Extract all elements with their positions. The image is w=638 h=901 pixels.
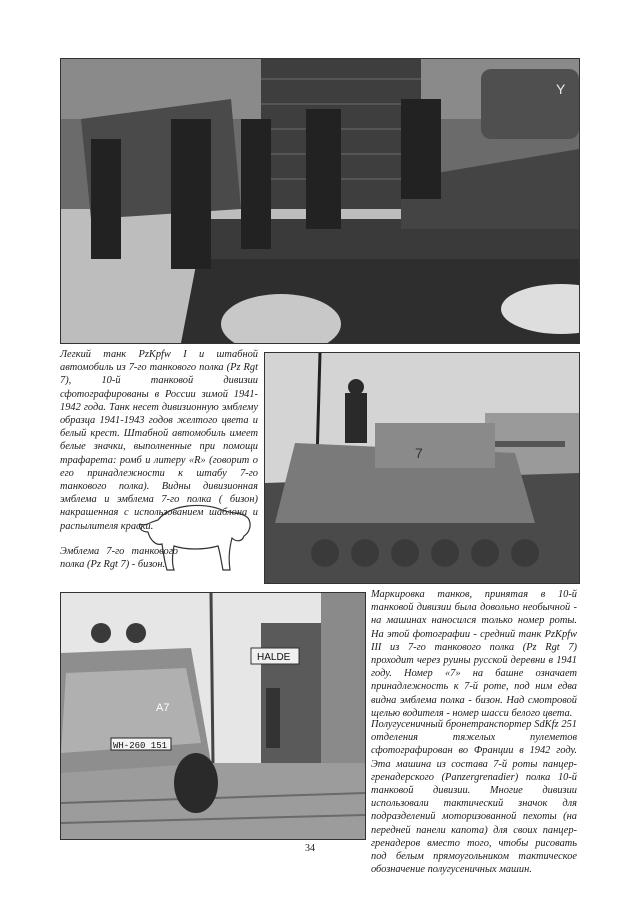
caption-photo1: Легкий танк PzKpfw I и штабной автомобиль из 7-го танкового полка (Pz Rgt 7), 10-й танковой дивизии сфотографированы в России зимой 1941-1942 года. Танк несет дивизионную эмблему образца 1941-1943 годов желтого цвета и белый крест. Штабной автомобиль имеет белые значки, выполненные при помощи трафарета: ромб и литеру «R» (говорит о его принадлежности к штабу 7-го танкового полка). Видны дивизионная эмблема и эмблема 7-го полка ( бизон) накрашенная с использованием шаблона и распылителя краски. — [60, 349, 258, 532]
turret-number: 7 — [415, 445, 423, 461]
page-number: 34 — [305, 843, 315, 854]
photo-tank-winter — [60, 58, 580, 344]
photo-tank-village — [264, 352, 580, 584]
caption-photo2: Маркировка танков, принятая в 10-й танковой дивизии была довольно необычной - на машинах наносился только номер роты. На этой фотографии - средний танк PzKpfw III из 7-го танкового полка (Pz Rgt 7) проходит через руины русской деревни в 1941 году. Номер «7» на башне означает принадлежность к 7-й роте, под ним едва видна эмблема полка - бизон. Над смотровой щелью водителя - номер шасси белого цвета. — [371, 589, 577, 719]
turret-marking: Y — [556, 81, 566, 97]
caption-photo3: Полугусеничный бронетранспортер SdKfz 251 отделения тяжелых пулеметов сфотографирован во Франции в 1942 году. Эта машина из состава 7-й роты панцер-гренадерского (Panzergrenadier) полка 10-й танковой дивизии. Многие дивизии использовали тактический значок для подразделений моторизованной пехоты (на передней панели капота) для своих панцер-гренадеров вместо того, чтобы рисовать под белым прямоугольником тактическое обозначение полугусеничных машин. — [371, 719, 577, 876]
vehicle-number: A7 — [156, 702, 170, 714]
caption-bison: Эмблема 7-го танкового полка (Pz Rgt 7) - бизон. — [60, 546, 178, 571]
license-plate: WH-260 151 — [113, 741, 168, 751]
photo-halftrack-street — [60, 592, 366, 840]
street-sign: HALDE — [257, 652, 291, 663]
